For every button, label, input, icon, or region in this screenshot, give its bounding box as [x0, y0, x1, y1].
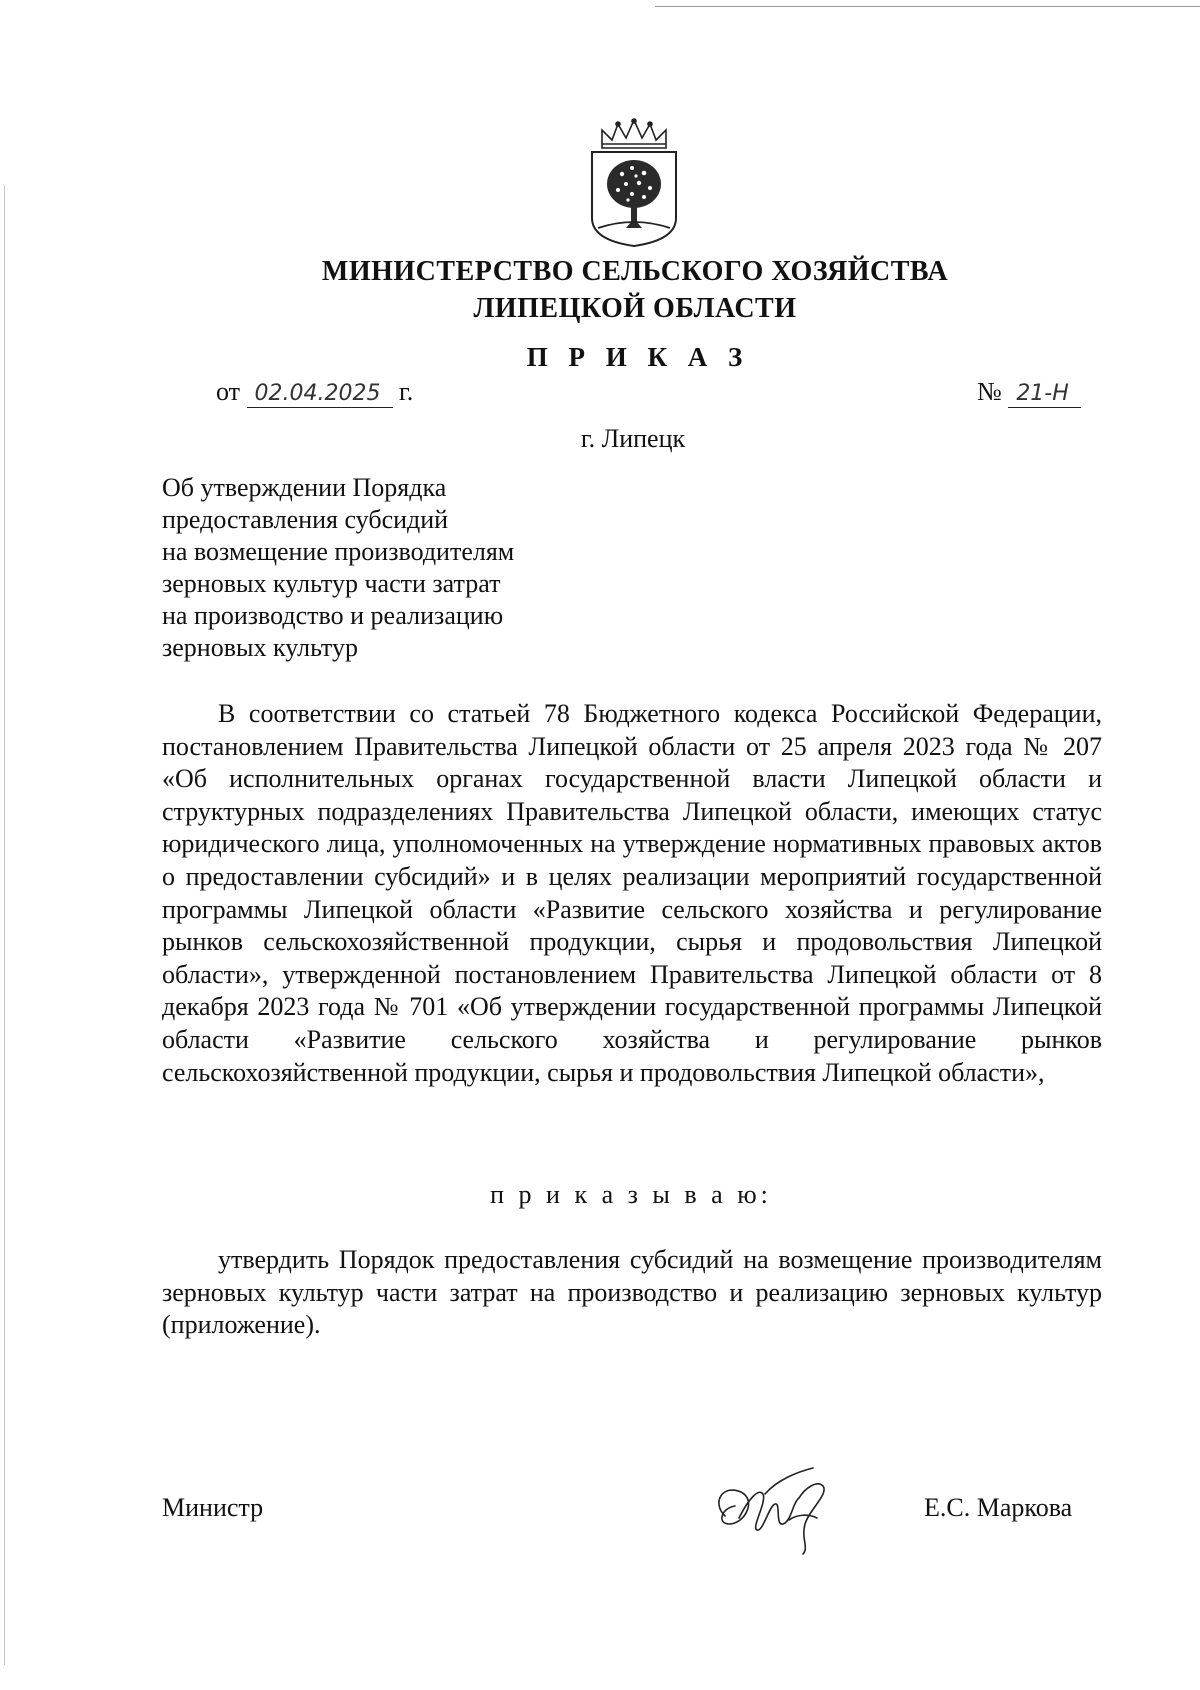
scan-edge-left — [4, 185, 5, 1665]
number-prefix: № — [977, 377, 1002, 406]
handwritten-signature-icon — [705, 1458, 845, 1558]
signatory-name: Е.С. Маркова — [924, 1493, 1073, 1522]
subject-line: зерновых культур части затрат — [162, 569, 501, 598]
preamble-paragraph: В соответствии со статьей 78 Бюджетного кодекса Российской Федерации, постановлением Правительства Липецкой области от 25 апреля 2023 года № 207 «Об исполнительных органах государственной власти Липецкой области и структурных подразделениях Правительства Липецкой области, имеющих статус юридического лица, уполномоченных на утверждение нормативных правовых актов о предоставлении субсидий» и в целях реализации мероприятий государственной программы Липецкой области «Развитие сельского хозяйства и регулирование рынков сельскохозяйственной продукции, сырья и продовольствия Липецкой области», утвержденной постановлением Правительства Липецкой области от 8 декабря 2023 года № 701 «Об утверждении государственной программы Липецкой области «Развитие сельского хозяйства и регулирование рынков сельскохозяйственной продукции, сырья и продовольствия Липецкой области», — [162, 699, 1102, 1087]
subject-line: зерновых культур — [162, 633, 358, 662]
order-subject — [162, 472, 722, 664]
ministry-title-line-2: ЛИПЕЦКОЙ ОБЛАСТИ — [473, 293, 797, 324]
decree-word: п р и к а з ы в а ю: — [490, 1180, 772, 1209]
coat-of-arms-icon — [584, 118, 684, 248]
subject-line: на производство и реализацию — [162, 601, 504, 630]
date-suffix: г. — [399, 377, 414, 406]
subject-line: Об утверждении Порядка — [162, 473, 447, 502]
date-prefix: от — [216, 377, 241, 406]
ministry-title-line-1: МИНИСТЕРСТВО СЕЛЬСКОГО ХОЗЯЙСТВА — [321, 256, 949, 287]
signatory-role: Министр — [162, 1493, 264, 1522]
resolution-paragraph: утвердить Порядок предоставления субсидий на возмещение производителям зерновых культур части затрат на производство и реализацию зерновых культур (приложение). — [162, 1245, 1102, 1340]
order-number — [977, 377, 1081, 408]
date-value-handwritten: 02.04.2025 — [247, 381, 393, 408]
order-date — [216, 377, 413, 408]
subject-line: на возмещение производителям — [162, 537, 515, 566]
city-line: г. Липецк — [580, 424, 686, 453]
subject-line: предоставления субсидий — [162, 505, 449, 534]
number-value-handwritten: 21-Н — [1008, 381, 1080, 408]
scan-edge-top — [655, 6, 1200, 7]
document-type-heading: П Р И К А З — [526, 342, 750, 372]
